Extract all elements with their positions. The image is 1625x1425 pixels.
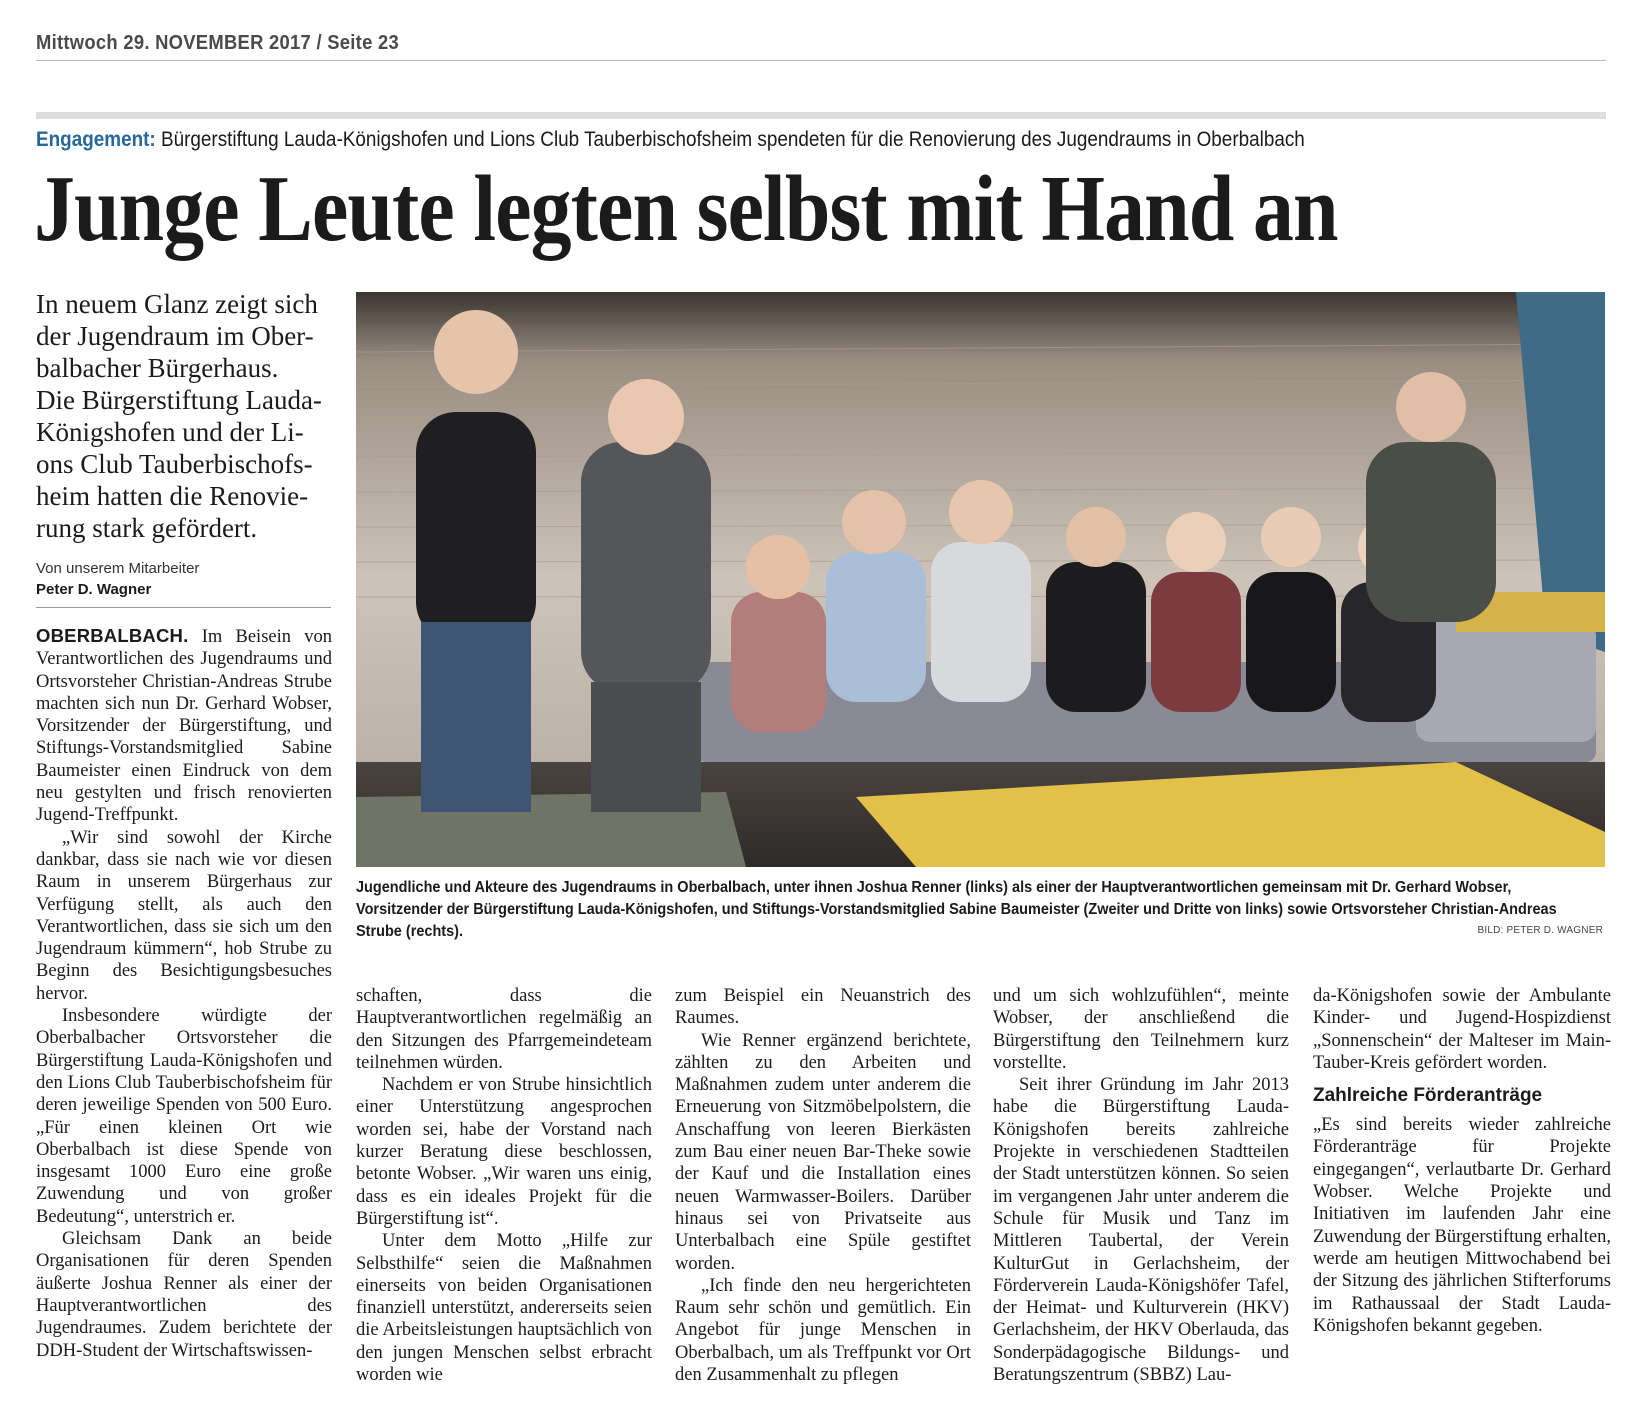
article-column-1: [36, 625, 332, 1362]
body-paragraph: „Ich finde den neu hergerichteten Raum sehr schön und gemütlich. Ein Angebot für junge Menschen in Oberbalbach, um als Treffpunkt vor Ort den Zusammenhalt zu pflegen: [675, 1275, 971, 1386]
article-column-3: [675, 985, 971, 1386]
lead-line: der Jugendraum im Ober-: [36, 321, 314, 351]
photo-caption: [356, 877, 1605, 943]
body-paragraph: Insbesondere würdigte der Oberbalbacher Ortsvorsteher die Bürgerstiftung Lauda-Königshofen und den Lions Club Tauberbischofsheim für deren jeweilige Spenden von 500 Euro. „Für einen kleinen Ort wie Oberbalbach ist diese Spende von insgesamt 1000 Euro eine große Zuwendung und von großer Bedeutung“, unterstrich er.: [36, 1006, 332, 1227]
body-paragraph: Wie Renner ergänzend berichtete, zählten zu den Arbeiten und Maßnahmen zudem unter anderem die Erneuerung von Sitzmöbelpolstern, die Anschaffung von leeren Bierkästen zum Bau einer neuen Bar-Theke sowie der Kauf und die Installation eines neuen Warmwasser-Boilers. Darüber hinaus sei von Privatseite aus Unterbalbach eine Spüle gestiftet worden.: [675, 1030, 971, 1274]
subheading: Zahlreiche Förderanträge: [1313, 1085, 1543, 1107]
kicker-label: Engagement:: [36, 128, 156, 151]
body-paragraph: Seit ihrer Gründung im Jahr 2013 habe die Bürgerstiftung Lauda-Königshofen bereits zahlreiche Projekte in verschiedenen Stadtteilen der Stadt unterstützen können. So seien im vergangenen Jahr unter anderem die Schule für Musik und Tanz im Mittleren Taubertal, der Verein KulturGut in Gerlachsheim, der Förderverein Lauda-Königshöfer Tafel, der Heimat- und Kulturverein (HKV) Gerlachsheim, der HKV Oberlauda, das Sonderpädagogische Bildungs- und Beratungszentrum (SBBZ) Lau-: [993, 1075, 1289, 1386]
section-band: [36, 112, 1606, 119]
lead-paragraph: [36, 288, 326, 544]
body-paragraph: Nachdem er von Strube hinsichtlich einer Unterstützung angesprochen worden sei, habe der Vorstand nach kurzer Beratung diese beschlossen, betonte Wobser. „Wir waren uns einig, dass es ein ideales Projekt für die Bürgerstiftung ist“.: [356, 1075, 652, 1229]
photo-credit: BILD: PETER D. WAGNER: [1477, 925, 1603, 936]
body-paragraph: [36, 625, 332, 827]
lead-line: rung stark gefördert.: [36, 513, 258, 543]
page-dateline: Mittwoch 29. NOVEMBER 2017 / Seite 23: [36, 32, 399, 54]
photo-illustration: [356, 292, 1605, 867]
lead-line: Königshofen und der Li-: [36, 417, 304, 447]
body-paragraph: Gleichsam Dank an beide Organisationen für deren Spenden äußerte Joshua Renner als einer der Hauptverantwortlichen des Jugendraumes. Zudem berichtete der DDH-Student der Wirtschaftswissen-: [36, 1229, 332, 1361]
lead-line: heim hatten die Renovie-: [36, 481, 309, 511]
body-paragraph: da-Königshofen sowie der Ambulante Kinder- und Jugend-Hospizdienst „Sonnenschein“ der Malteser im Main-Tauber-Kreis gefördert worden.: [1313, 986, 1611, 1073]
byline-rule: [36, 607, 331, 608]
article-column-2: [356, 985, 652, 1386]
byline-prefix: Von unserem Mitarbeiter: [36, 560, 200, 577]
body-paragraph: schaften, dass die Hauptverantwortlichen regelmäßig an den Sitzungen des Pfarrgemeindeteam teilnehmen würden.: [356, 986, 652, 1073]
header-rule: [36, 60, 1606, 61]
caption-line: Vorsitzender der Bürgerstiftung Lauda-Königshofen, und Stiftungs-Vorstandsmitglied Sabine Baumeister (Zweiter und Dritte von links) sowie Ortsvorsteher Christian-Andreas: [356, 901, 1557, 918]
caption-line: Jugendliche und Akteure des Jugendraums in Oberbalbach, unter ihnen Joshua Renner (links) als einer der Hauptverantwortlichen gemeinsam mit Dr. Gerhard Wobser,: [356, 879, 1512, 896]
body-paragraph: und um sich wohlzufühlen“, meinte Wobser, der anschließend die Bürgerstiftung den Teilnehmern kurz vorstellte.: [993, 986, 1289, 1073]
lead-line: balbacher Bürgerhaus.: [36, 353, 279, 383]
body-paragraph: „Wir sind sowohl der Kirche dankbar, dass sie nach wie vor diesen Raum in unserem Bürgerhaus zur Verfügung stellt, als auch den Verantwortlichen, dass sie sich um den Jugendraum kümmern“, hob Strube zu Beginn des Besichtigungsbesuches hervor.: [36, 827, 332, 1004]
kicker: [36, 128, 1305, 152]
article-column-4: [993, 985, 1289, 1386]
body-paragraph: „Es sind bereits wieder zahlreiche Förderanträge für Projekte eingegangen“, verlautbarte Dr. Gerhard Wobser. Welche Projekte und Initiativen im laufenden Jahr eine Zuwendung der Bürgerstiftung erhalten, werde am heutigen Mittwochabend bei der Sitzung des jährlichen Stifterforums im Rathaussaal der Stadt Lauda-Königshofen bekannt gegeben.: [1313, 1115, 1611, 1336]
body-paragraph: zum Beispiel ein Neuanstrich des Raumes.: [675, 986, 971, 1029]
kicker-text: Bürgerstiftung Lauda-Königshofen und Lions Club Tauberbischofsheim spendeten für die Renovierung des Jugendraums in Oberbalbach: [160, 128, 1305, 151]
article-column-5: [1313, 985, 1611, 1337]
body-text: Im Beisein von Verantwortlichen des Jugendraums und Ortsvorsteher Christian-Andreas Strube machten sich nun Dr. Gerhard Wobser, Vorsitzender der Bürgerstiftung, und Stiftungs-Vorstandsmitglied Sabine Baumeister einen Eindruck von dem neu gestylten und frisch renovierten Jugend-Treffpunkt.: [36, 627, 332, 826]
article-photo: [356, 292, 1605, 867]
lead-line: In neuem Glanz zeigt sich: [36, 289, 318, 319]
lead-line: Die Bürgerstiftung Lauda-: [36, 385, 322, 415]
byline-author: Peter D. Wagner: [36, 581, 152, 598]
lead-line: ons Club Tauberbischofs-: [36, 449, 313, 479]
body-paragraph: Unter dem Motto „Hilfe zur Selbsthilfe“ seien die Maßnahmen einerseits von beiden Organisationen finanziell unterstützt, andererseits seien die Arbeitsleistungen hauptsächlich von den jungen Menschen selbst erbracht worden wie: [356, 1231, 652, 1386]
body-dateline: OBERBALBACH.: [36, 625, 189, 646]
headline: Junge Leute legten selbst mit Hand an: [34, 157, 1338, 261]
caption-line: Strube (rechts).: [356, 923, 464, 940]
